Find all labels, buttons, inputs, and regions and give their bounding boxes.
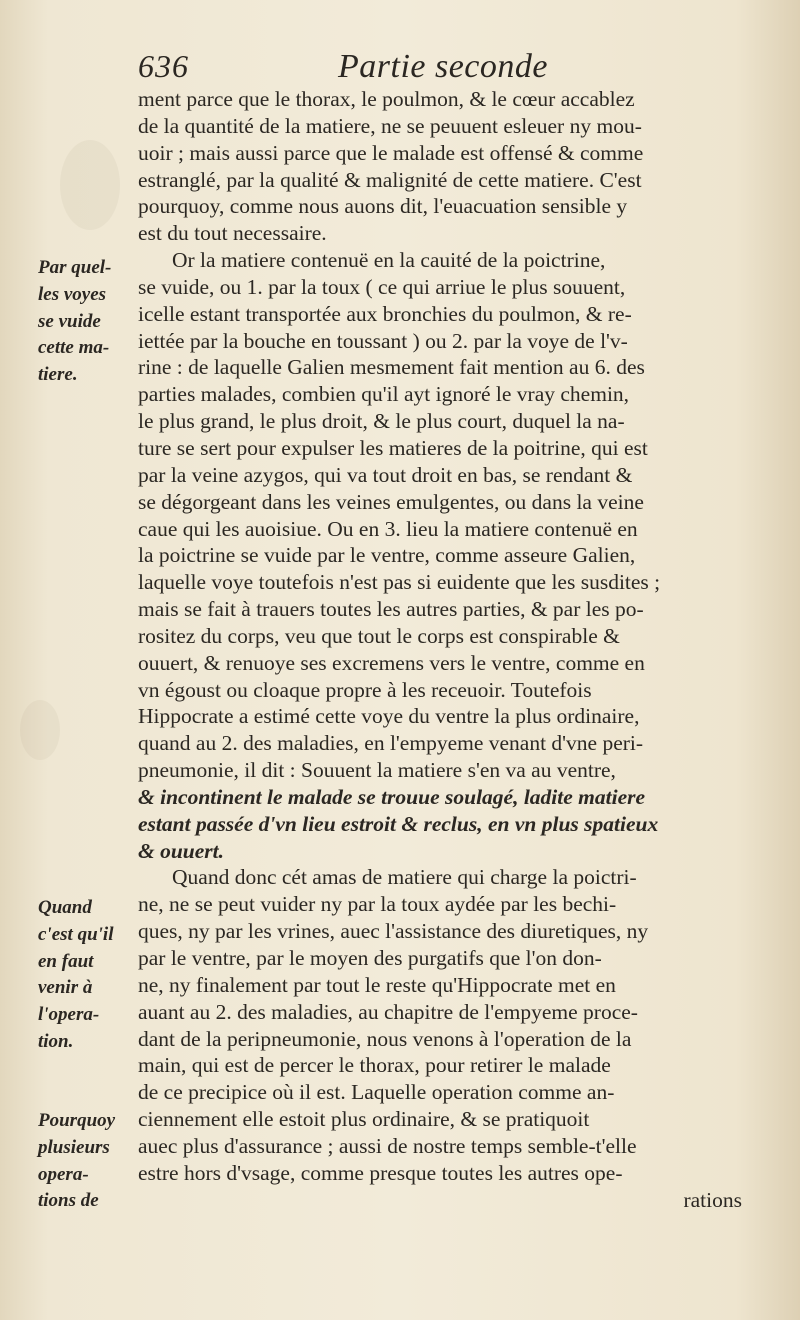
text-line: se vuide, ou 1. par la toux ( ce qui arriue le plus souuent, <box>138 274 626 299</box>
text-line: rine : de laquelle Galien mesmement fait mention au 6. des <box>138 355 645 380</box>
text-line: quand au 2. des maladies, en l'empyeme venant d'vne peri- <box>138 731 644 756</box>
text-line: ment parce que le thorax, le poulmon, & le cœur accablez <box>138 87 635 111</box>
margin-note-line: les voyes <box>38 283 107 305</box>
text-line: ne, ne se peut vuider ny par la toux aydée par les bechi- <box>138 892 617 917</box>
margin-note-line: Quand <box>38 897 92 918</box>
text-line-italic: estant passée d'vn lieu estroit & reclus, en vn plus spatieux <box>138 811 659 836</box>
text-line: le plus grand, le plus droit, & le plus court, duquel la na- <box>138 409 625 434</box>
text-line: uoir ; mais aussi parce que le malade est offensé & comme <box>138 140 644 165</box>
running-title: Partie seconde <box>338 48 548 85</box>
text-line-italic: & incontinent le malade se trouue soulagé, ladite matiere <box>138 784 646 809</box>
text-line: laquelle voye toutefois n'est pas si euidente que les susdites ; <box>138 570 661 595</box>
catchword: rations <box>683 1187 742 1212</box>
text-line: auec plus d'assurance ; aussi de nostre temps semble-t'elle <box>138 1133 637 1158</box>
margin-note-line: plusieurs <box>38 1136 110 1158</box>
text-line: rositez du corps, veu que tout le corps est conspirable & <box>138 623 620 648</box>
text-line: estranglé, par la qualité & malignité de cette matiere. C'est <box>138 167 642 192</box>
text-line: dant de la peripneumonie, nous venons à l'operation de la <box>138 1026 632 1051</box>
margin-note-line: l'opera- <box>38 1004 100 1026</box>
text-line: pourquoy, comme nous auons dit, l'euacuation sensible y <box>138 194 628 219</box>
text-line: de ce precipice où il est. Laquelle operation comme an- <box>138 1080 615 1105</box>
text-line: se dégorgeant dans les veines emulgentes, ou dans la veine <box>138 489 644 514</box>
text-line: iettée par la bouche en toussant ) ou 2. par la voye de l'v- <box>138 328 628 353</box>
text-line: ciennement elle estoit plus ordinaire, & se pratiquoit <box>138 1107 590 1132</box>
margin-note-quand <box>38 895 138 1056</box>
text-line: est du tout necessaire. <box>138 221 327 246</box>
margin-note-voyes <box>38 255 138 389</box>
margin-note-line: tions de <box>38 1190 99 1212</box>
margin-note-line: tion. <box>38 1030 74 1052</box>
text-line: la poictrine se vuide par le ventre, comme asseure Galien, <box>138 543 636 568</box>
text-line: Hippocrate a estimé cette voye du ventre la plus ordinaire, <box>138 704 640 729</box>
page-header <box>138 42 720 90</box>
text-line: ques, ny par les vrines, auec l'assistance des diuretiques, ny <box>138 919 649 944</box>
margin-note-line: se vuide <box>38 310 101 332</box>
paper-stain <box>60 140 120 230</box>
text-line: Or la matiere contenuë en la cauité de la poictrine, <box>172 248 606 273</box>
margin-note-line: opera- <box>38 1163 89 1185</box>
text-line: par le ventre, par le moyen des purgatifs que l'on don- <box>138 946 602 970</box>
margin-note-line: tiere. <box>38 364 78 386</box>
margin-note-line: en faut <box>38 950 94 972</box>
text-line: ture se sert pour expulser les matieres de la poitrine, qui est <box>138 435 648 460</box>
margin-note-line: cette ma- <box>38 337 110 359</box>
margin-note-line: Par quel- <box>38 257 112 278</box>
margin-note-pourquoy <box>38 1108 138 1215</box>
text-line: parties malades, combien qu'il ayt ignoré le vray chemin, <box>138 382 630 407</box>
text-line: pneumonie, il dit : Souuent la matiere s'en va au ventre, <box>138 758 616 783</box>
margin-note-line: venir à <box>38 977 93 999</box>
text-line-italic: & ouuert. <box>138 838 225 863</box>
text-line: auant au 2. des maladies, au chapitre de l'empyeme proce- <box>138 999 638 1024</box>
text-line: de la quantité de la matiere, ne se peuuent esleuer ny mou- <box>138 113 642 138</box>
text-line: caue qui les auoisiue. Ou en 3. lieu la matiere contenuë en <box>138 516 638 541</box>
text-line: par la veine azygos, qui va tout droit en bas, se rendant & <box>138 462 633 487</box>
text-line: ouuert, & renuoye ses excremens vers le ventre, comme en <box>138 650 645 675</box>
text-line: Quand donc cét amas de matiere qui charge la poictri- <box>172 865 637 890</box>
text-line: mais se fait à trauers toutes les autres parties, & par les po- <box>138 597 644 622</box>
text-line: ne, ny finalement par tout le reste qu'Hippocrate met en <box>138 972 616 997</box>
text-line: icelle estant transportée aux bronchies du poulmon, & re- <box>138 301 632 326</box>
margin-note-line: c'est qu'il <box>38 923 114 945</box>
text-line: vn égoust ou cloaque propre à les receuoir. Toutefois <box>138 677 592 702</box>
body-text <box>138 86 752 1213</box>
text-line: estre hors d'vsage, comme presque toutes les autres ope- <box>138 1160 623 1185</box>
text-line: main, qui est de percer le thorax, pour retirer le malade <box>138 1053 611 1078</box>
page-number: 636 <box>138 48 189 84</box>
margin-notes <box>38 255 138 1295</box>
margin-note-line: Pourquoy <box>38 1110 116 1131</box>
